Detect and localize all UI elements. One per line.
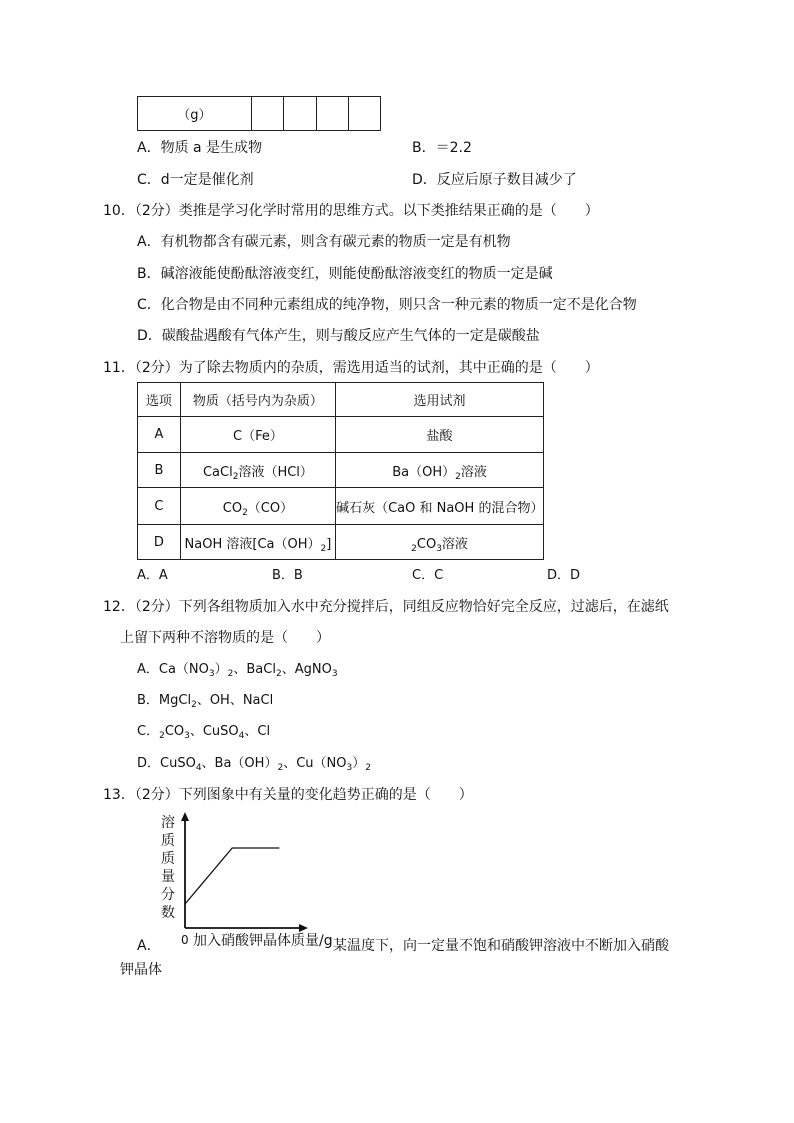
q11-stem: 11．（2分）为了除去物质内的杂质，需选用适当的试剂，其中正确的是（ ） [103, 360, 599, 376]
q12-stem-line1: 12．（2分）下列各组物质加入水中充分搅拌后，同组反应物恰好完全反应，过滤后，在滤纸 [103, 599, 669, 615]
top-table-fragment [137, 96, 381, 131]
q10-option-b: B．碱溶液能使酚酞溶液变红，则能使酚酞溶液变红的物质一定是碱 [137, 266, 553, 282]
series-line [185, 848, 279, 904]
top-table-cell [349, 97, 381, 131]
q12-option-d: D．CuSO$_4$、$Ba(OH)_2$、$Cu(NO_3)_2$ [137, 756, 371, 773]
table-row [138, 488, 544, 525]
q9-option-a: A．物质 a 是生成物 [137, 140, 263, 156]
table-cell: NaOH 溶液$[Ca(OH)_2]$ [180, 525, 335, 560]
q9-option-c: C．d一定是催化剂 [137, 172, 254, 188]
q12-option-b: B．MgCl$_2$、OH、NaCl [137, 693, 274, 710]
y-axis-label-char: 数 [161, 905, 175, 921]
y-axis-label-char: 量 [161, 869, 175, 885]
q13-stem: 13．（2分）下列图象中有关量的变化趋势正确的是（ ） [103, 787, 473, 803]
y-axis-arrow [181, 812, 189, 821]
x-axis-label: 加入硝酸钾晶体质量/g [193, 933, 333, 949]
table-header: 选项 [138, 383, 181, 417]
table-cell: $_2CO_3$溶液 [336, 525, 544, 560]
solubility-chart [175, 810, 315, 940]
q12-option-c: C．$_2CO_3$、CuSO$_4$、Cl [137, 724, 271, 741]
table-row [138, 453, 544, 488]
q11-answer-b: B．B [272, 568, 303, 583]
q13-option-a-letter: A． [137, 938, 161, 954]
q9-option-b: B．＝2.2 [412, 140, 472, 156]
q9-option-d: D．反应后原子数目减少了 [412, 172, 577, 188]
q11-answer-d: D．D [547, 568, 581, 583]
origin-label: 0 [181, 933, 189, 947]
table-cell: $Ba(OH)_2$溶液 [336, 453, 544, 488]
q10-option-a: A．有机物都含有碳元素，则含有碳元素的物质一定是有机物 [137, 234, 511, 250]
table-cell: 碱石灰（CaO 和 NaOH 的混合物） [336, 488, 544, 525]
q13-option-a-desc-line2: 钾晶体 [120, 962, 162, 978]
table-row [138, 525, 544, 560]
q12-stem-line2: 上留下两种不溶物质的是（ ） [120, 630, 330, 646]
q11-answer-c: C．C [412, 568, 444, 583]
top-table-label-cell: （g） [138, 97, 252, 131]
table-cell: CaCl$_2$溶液（HCl） [180, 453, 335, 488]
q10-option-c: C．化合物是由不同种元素组成的纯净物，则只含一种元素的物质一定不是化合物 [137, 297, 637, 313]
q11-answer-a: A．A [137, 568, 168, 583]
table-cell: $CO_2(CO)$ [180, 488, 335, 525]
table-cell: C（Fe） [180, 417, 335, 453]
q12-option-a: A．$Ca(NO_3)_2$、BaCl$_2$、AgNO$_3$ [137, 662, 338, 679]
q13-option-a-desc-line1: 某温度下，向一定量不饱和硝酸钾溶液中不断加入硝酸 [333, 938, 669, 954]
table-cell: A [138, 417, 181, 453]
q10-option-d: D．碳酸盐遇酸有气体产生，则与酸反应产生气体的一定是碳酸盐 [137, 328, 540, 344]
table-cell: D [138, 525, 181, 560]
top-table-cell [251, 97, 284, 131]
y-axis-label-char: 分 [161, 887, 175, 903]
y-axis-label-char: 溶 [161, 815, 175, 831]
q10-stem: 10．（2分）类推是学习化学时常用的思维方式。以下类推结果正确的是（ ） [103, 203, 599, 219]
table-header: 物质（括号内为杂质） [180, 383, 335, 417]
top-table-cell [284, 97, 317, 131]
top-table-cell [316, 97, 349, 131]
table-cell: C [138, 488, 181, 525]
y-axis-label-char: 质 [161, 851, 175, 867]
table-header: 选用试剂 [336, 383, 544, 417]
table-cell: B [138, 453, 181, 488]
table-cell: 盐酸 [336, 417, 544, 453]
q11-reagent-table [137, 382, 544, 560]
table-row [138, 417, 544, 453]
y-axis-label-char: 质 [161, 833, 175, 849]
x-axis-arrow [299, 924, 308, 932]
